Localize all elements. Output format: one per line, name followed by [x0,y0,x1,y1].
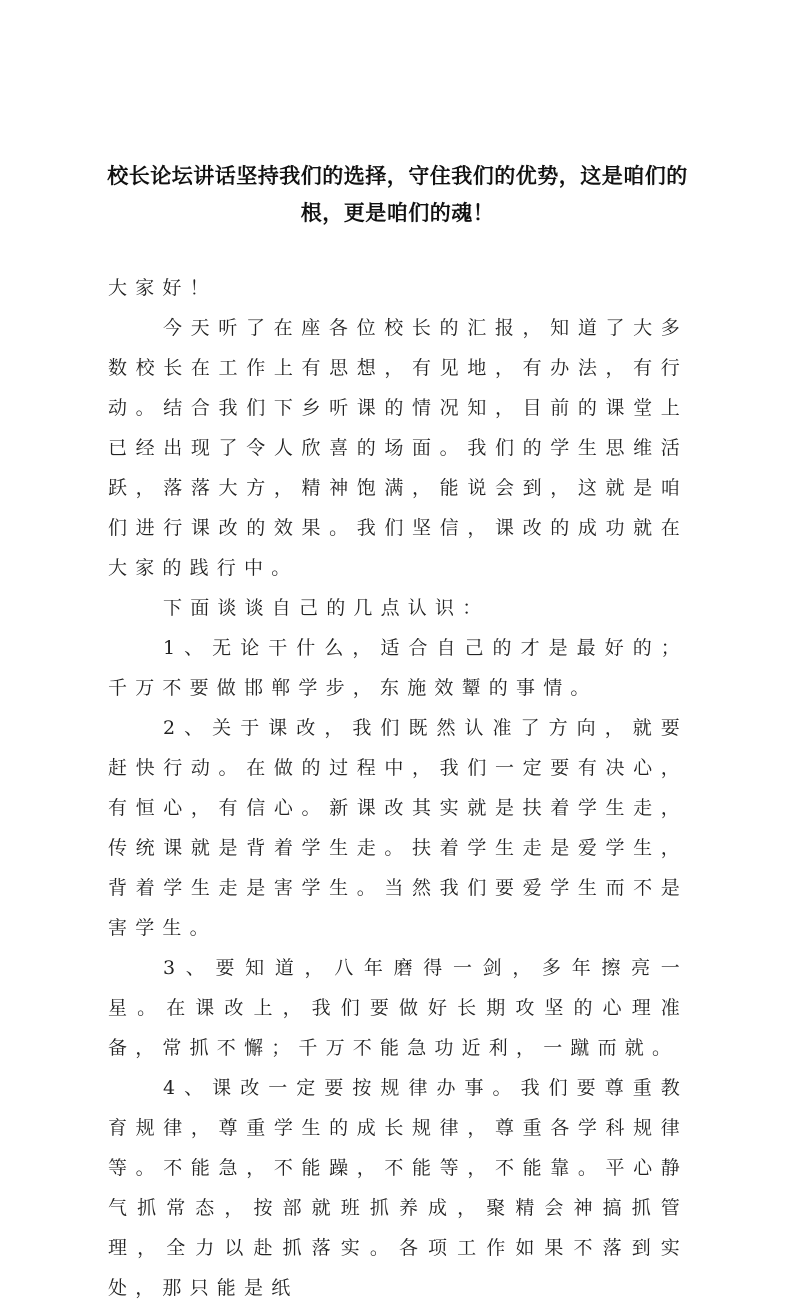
paragraph-point-3: 3、要知道，八年磨得一剑，多年擦亮一星。在课改上，我们要做好长期攻坚的心理准备，常抓不懈；千万不能急功近利，一蹴而就。 [108,957,688,1059]
paragraph-point-1: 1、无论干什么，适合自己的才是最好的；千万不要做邯郸学步，东施效颦的事情。 [108,637,688,699]
paragraph-lead-in: 下面谈谈自己的几点认识： [163,597,490,619]
document-body [108,268,688,1308]
paragraph-intro: 今天听了在座各位校长的汇报，知道了大多数校长在工作上有思想，有见地，有办法，有行动。结合我们下乡听课的情况知，目前的课堂上已经出现了令人欣喜的场面。我们的学生思维活跃，落落大方，精神饱满，能说会到，这就是咱们进行课改的效果。我们坚信，课改的成功就在大家的践行中。 [108,317,688,579]
paragraph-point-4: 4、课改一定要按规律办事。我们要尊重教育规律，尊重学生的成长规律，尊重各学科规律等。不能急，不能躁，不能等，不能靠。平心静气抓常态，按部就班抓养成，聚精会神搞抓管理，全力以赴抓落实。各项工作如果不落到实处，那只能是纸 [108,1077,688,1299]
paragraph-point-2: 2、关于课改，我们既然认准了方向，就要赶快行动。在做的过程中，我们一定要有决心，有恒心，有信心。新课改其实就是扶着学生走，传统课就是背着学生走。扶着学生走是爱学生，背着学生走是害学生。当然我们要爱学生而不是害学生。 [108,717,688,939]
document-title: 校长论坛讲话坚持我们的选择，守住我们的优势，这是咱们的根，更是咱们的魂！ [107,164,688,225]
greeting: 大家好！ [108,277,217,299]
